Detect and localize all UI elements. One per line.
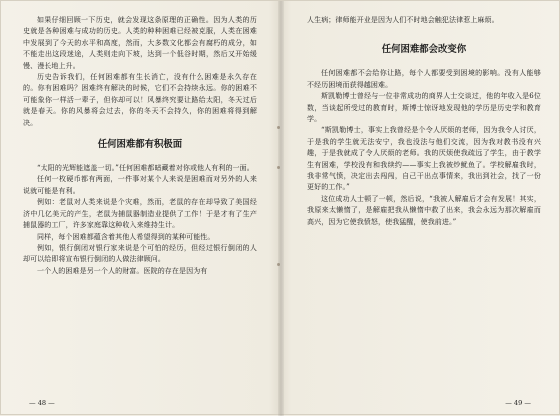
paragraph: 历史告诉我们，任何困难都有生长消亡，没有什么困难是永久存在的。你有困难吗？困难终有解决的时候，它们不会持续永远。你的困难不可能象你一样活一辈子，但你却可以！风暴终究要让路给太阳，冬天过后就是春天。你的风暴将会过去，你的冬天不会持久，你的困难将得到解决。 <box>23 73 257 127</box>
paragraph: 这位成功人士顿了一顿，然后说，“我被人解雇后才会有发展！其实，我原来太懒惰了，是解雇把我从懒惰中救了出来，我会永远为那次解雇而高兴，因为它使我愤怒，使我猛醒，使我前进。” <box>307 194 541 226</box>
paragraph: 任何困难都不会给你让路，每个人都要受到困境的影响。没有人能够不经历困境而获得越困难。 <box>307 69 541 89</box>
paragraph: “太阳的光辉能遮盖一切。”任何困难都暗藏着对你或他人有利的一面。 <box>37 164 254 173</box>
book-gutter <box>278 1 284 416</box>
section-heading: 任何困难都会改变你 <box>381 44 467 56</box>
paragraph: 任何一枚硬币都有两面，一件事对某个人来说是困难而对另外的人来说就可能是有利。 <box>23 175 257 195</box>
page-number: — 49 — <box>505 399 531 407</box>
paragraph: 人生病；律师能开业是因为人们不时地会触犯法律惹上麻烦。 <box>307 16 499 24</box>
paragraph: 同样，每个困难都蕴含着其他人希望得到的某种可能性。 <box>37 232 215 241</box>
page-number: — 48 — <box>29 399 55 407</box>
paragraph: 如果仔细回顾一下历史，就会发现这条原理的正确性。因为人类的历史就是各种困难与成功的历史。人类的种种困难已经被克服，人类在困难中发展到了今天的水平和高度，然而，大多数文化都会有腐朽的成分，如不能走出这段迷途，人类则走向下坡，达到一个低谷时期，然后又开始缓慢、漫长地上升。 <box>23 16 257 70</box>
paragraph: 例如，银行倒闭对银行家来说是个可怕的经历，但经过银行倒闭的人却可以给即将宣布银行倒闭的人做法律顾问。 <box>23 243 257 264</box>
paragraph: 一个人的困难是另一个人的财富。医院的存在是因为有 <box>37 266 208 275</box>
paragraph: “斯凯勒博士，事实上我曾经是个令人厌烦的老师，因为我令人讨厌，于是我的学生就无法安宁，我也没法与他们交流，因为我对教书没有兴趣，于是我就成了令人厌烦的老师。我的厌烦使我疏远了学生，由于教学生有困难，学校没有和我续约——事实上我被炒鱿鱼了。学校解雇我时，我非常气愤，决定出去闯闯，自己干出点事情来，我出到社会，找了一份更好的工作。” <box>307 126 541 192</box>
binding-hole <box>277 263 280 266</box>
binding-hole <box>277 166 280 169</box>
section-heading: 任何困难都有积极面 <box>97 139 183 151</box>
left-page <box>23 15 257 413</box>
paragraph: 例如：老鼠对人类来说是个灾难，然而，老鼠的存在却导致了美国经济中几亿美元的产生，老鼠为捕鼠器制造业提供了工作！于是才有了生产捕鼠器的工厂，许多家庭靠这种收入来维持生计。 <box>23 198 257 230</box>
paragraph: 斯凯勒博士曾经与一位非常成功的商界人士交谈过，他的年收入是6位数，当谈起所受过的教育时，斯博士惊讶地发现他的学历是历史学和教育学。 <box>307 92 541 124</box>
right-page <box>307 15 541 413</box>
binding-hole <box>277 126 280 129</box>
